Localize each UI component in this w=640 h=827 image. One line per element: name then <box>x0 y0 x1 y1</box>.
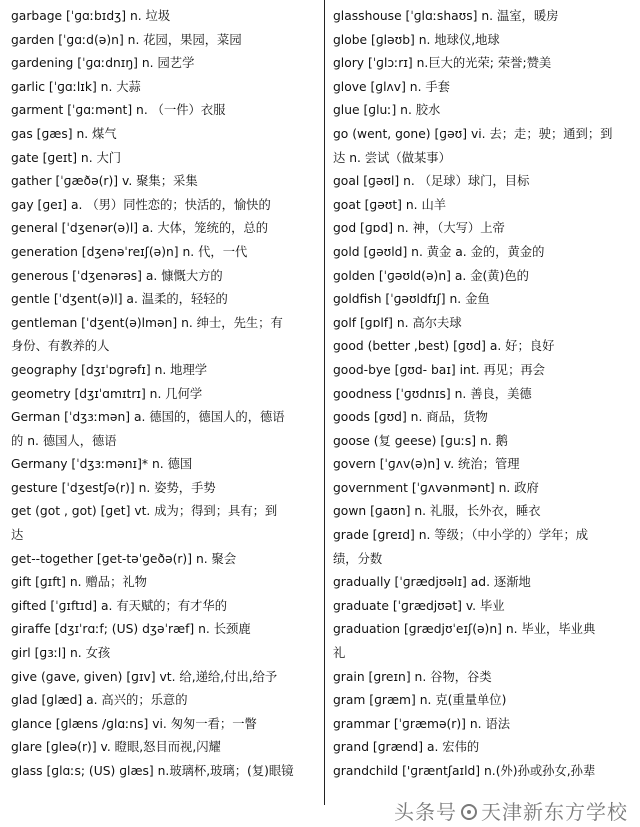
vocab-line: gentleman [ˈdʒent(ə)lmən] n. 绅士，先生；有 <box>11 315 283 330</box>
vocab-line: gifted [ˈɡɪftɪd] a. 有天赋的；有才华的 <box>11 598 228 613</box>
vocab-line: goods [ɡʊd] n. 商品，货物 <box>333 410 488 425</box>
vocab-line: goodness [ˈɡʊdnɪs] n. 善良，美德 <box>333 386 532 401</box>
vocab-line: globe [ɡləʊb] n. 地球仪,地球 <box>333 32 500 47</box>
vocab-line: gram [ɡræm] n. 克(重量单位) <box>333 693 507 708</box>
vocab-line: gay [ɡeɪ] a. （男）同性恋的；快活的，愉快的 <box>11 197 271 212</box>
vocab-line: 达 n. 尝试（做某事） <box>333 150 451 165</box>
vocab-line: gate [ɡeɪt] n. 大门 <box>11 150 122 165</box>
vocab-line: general [ˈdʒenər(ə)l] a. 大体，笼统的，总的 <box>11 221 269 236</box>
vocab-line: garlic [ˈɡɑːlɪk] n. 大蒜 <box>11 79 141 94</box>
vocab-line: 的 n. 德国人，德语 <box>11 433 117 448</box>
vocab-line: grandchild ['ɡræntʃaɪld] n.(外)孙或孙女,孙辈 <box>333 764 596 778</box>
vocab-line: 礼 <box>333 646 346 661</box>
vocab-line: grade [ɡreɪd] n. 等级；（中小学的）学年；成 <box>333 528 589 543</box>
vocab-line: gardening [ˈɡɑːdnɪŋ] n. 园艺学 <box>11 56 195 71</box>
vocab-line: garbage [ˈɡɑːbɪdʒ] n. 垃圾 <box>11 9 171 23</box>
vocab-line: government [ˈɡʌvənmənt] n. 政府 <box>333 480 539 495</box>
vocab-line: good (better ,best) [ɡʊd] a. 好；良好 <box>333 339 555 354</box>
vocab-line: grain [ɡreɪn] n. 谷物，谷类 <box>333 669 492 684</box>
vocab-line: garden [ˈɡɑːd(ə)n] n. 花园，果园，菜园 <box>11 32 242 47</box>
vocab-line: god [ɡɒd] n. 神，（大写）上帝 <box>333 221 505 236</box>
vocab-line: gather [ˈɡæðə(r)] v. 聚集；采集 <box>11 174 198 189</box>
vocab-line: graduate [ˈɡrædjʊət] v. 毕业 <box>333 598 505 613</box>
vocab-line: Germany [ˈdʒɜːmənɪ]* n. 德国 <box>11 457 193 472</box>
vocab-line: German [ˈdʒɜːmən] a. 德国的，德国人的，德语 <box>11 410 285 425</box>
vocab-line: golden [ˈɡəʊld(ə)n] a. 金(黄)色的 <box>333 268 529 283</box>
vocab-line: goal [ɡəʊl] n. （足球）球门，目标 <box>333 174 530 189</box>
vocab-line: goldfish [ˈɡəʊldfɪʃ] n. 金鱼 <box>333 292 490 307</box>
watermark <box>394 799 628 825</box>
vocab-line: gold [ɡəʊld] n. 黄金 a. 金的，黄金的 <box>333 244 545 259</box>
watermark-name: 天津新东方学校 <box>481 800 628 824</box>
vocab-line: glue [ɡluː] n. 胶水 <box>333 103 441 118</box>
vocab-line: glove [ɡlʌv] n. 手套 <box>333 79 450 94</box>
vocab-line: goose (复 geese) [ɡuːs] n. 鹅 <box>333 433 508 448</box>
vocab-line: grand [ɡrænd] a. 宏伟的 <box>333 740 480 755</box>
vocab-line: generation [dʒenəˈreɪʃ(ə)n] n. 代，一代 <box>11 244 248 259</box>
vocab-line: golf [ɡɒlf] n. 高尔夫球 <box>333 315 462 330</box>
vocab-line: glory [ˈɡlɔːrɪ] n.巨大的光荣; 荣誉;赞美 <box>333 56 552 71</box>
vocab-line: glasshouse [ˈɡlɑːshaʊs] n. 温室，暖房 <box>333 9 559 23</box>
vocab-line: give (gave, given) [ɡɪv] vt. 给,递给,付出,给予 <box>11 669 278 684</box>
vocab-line: glad [ɡlæd] a. 高兴的；乐意的 <box>11 693 188 708</box>
vocab-line: gesture [ˈdʒestʃə(r)] n. 姿势，手势 <box>11 480 216 495</box>
watermark-prefix: 头条号 <box>394 800 457 824</box>
vocab-line: garment [ˈɡɑːmənt] n. （一件）衣服 <box>11 103 226 118</box>
vocab-line: geography [dʒɪˈɒɡrəfɪ] n. 地理学 <box>11 362 208 377</box>
vocab-line: goat [ɡəʊt] n. 山羊 <box>333 197 447 212</box>
toutiao-logo-icon <box>461 804 477 820</box>
vocab-line: 身份、有教养的人 <box>11 339 110 354</box>
vocab-line: 达 <box>11 528 24 543</box>
right-column <box>333 5 636 805</box>
vocab-line: grammar [ˈɡræmə(r)] n. 语法 <box>333 716 511 731</box>
vocab-line: go (went, gone) [ɡəʊ] vi. 去；走；驶；通到；到 <box>333 126 613 141</box>
vocab-line: govern [ˈɡʌv(ə)n] v. 统治；管理 <box>333 457 520 472</box>
vocab-line: get (got , got) [ɡet] vt. 成为；得到；具有；到 <box>11 504 278 519</box>
vocab-line: 绩，分数 <box>333 551 383 566</box>
vocab-line: glance [ɡlæns /ɡlɑːns] vi. 匆匆一看；一瞥 <box>11 716 257 731</box>
vocab-line: giraffe [dʒɪˈrɑːf; (US) dʒəˈræf] n. 长颈鹿 <box>11 622 251 637</box>
vocab-line: gas [ɡæs] n. 煤气 <box>11 126 117 141</box>
vocab-line: good-bye [ɡʊd- baɪ] int. 再见；再会 <box>333 362 545 377</box>
vocab-line: geometry [dʒɪˈɑmɪtrɪ] n. 几何学 <box>11 386 203 401</box>
vocab-line: gift [ɡɪft] n. 赠品；礼物 <box>11 575 147 590</box>
vocab-line: get--together [ɡet-təˈɡeðə(r)] n. 聚会 <box>11 551 237 566</box>
vocab-line: glass [ɡlɑːs; (US) ɡlæs] n.玻璃杯,玻璃；(复)眼镜 <box>11 764 294 778</box>
vocab-line: generous [ˈdʒenərəs] a. 慷慨大方的 <box>11 268 223 283</box>
vocab-line: girl [ɡɜːl] n. 女孩 <box>11 646 111 661</box>
vocab-line: graduation [ɡrædjʊˈeɪʃ(ə)n] n. 毕业，毕业典 <box>333 622 596 637</box>
left-column <box>11 5 319 805</box>
vocab-line: glare [ɡleə(r)] v. 瞪眼,怒目而视,闪耀 <box>11 740 221 755</box>
vocab-line: gown [ɡaʊn] n. 礼服，长外衣，睡衣 <box>333 504 541 519</box>
vocab-line: gentle [ˈdʒent(ə)l] a. 温柔的，轻轻的 <box>11 292 228 307</box>
vocab-line: gradually [ˈɡrædjʊəlɪ] ad. 逐渐地 <box>333 575 531 590</box>
column-divider <box>324 0 325 805</box>
